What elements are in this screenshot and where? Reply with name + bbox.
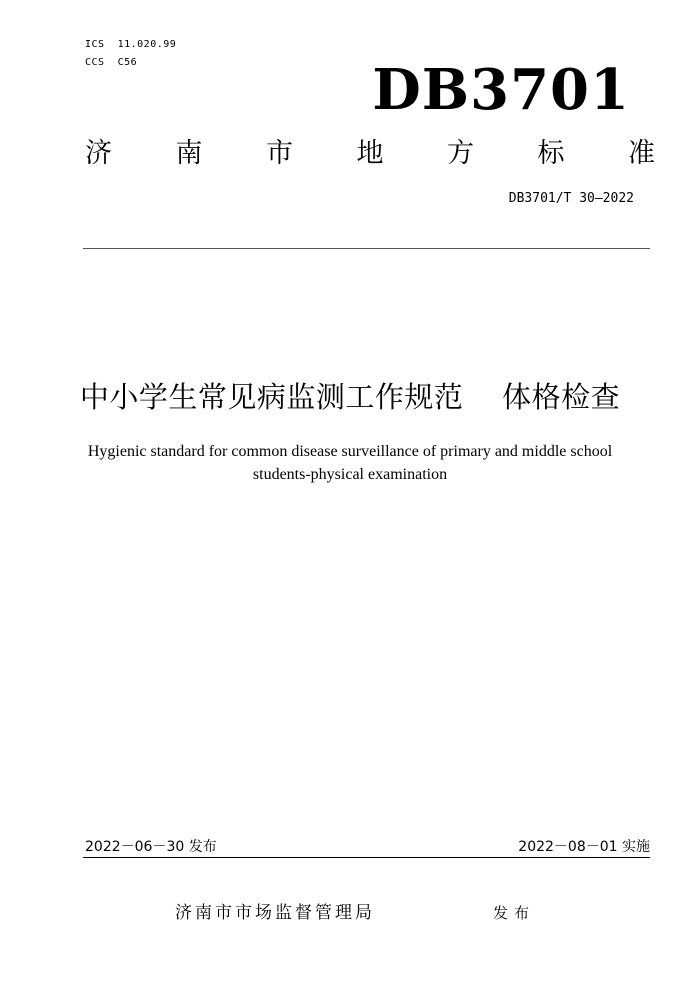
standard-type-heading — [85, 138, 655, 170]
local-standard-code: DB3701 — [372, 57, 630, 123]
heading-char: 市 — [266, 138, 293, 169]
title-english-line: students-physical examination — [252, 466, 448, 483]
header-divider — [83, 248, 650, 249]
title-english — [60, 440, 640, 486]
publish-label: 发布 — [493, 904, 536, 922]
heading-char: 南 — [175, 138, 203, 169]
implementation-date: 2022－08－01 实施 — [518, 839, 650, 855]
heading-char: 标 — [537, 138, 565, 169]
issuing-authority: 济南市市场监督管理局 — [175, 903, 375, 923]
ccs-code: CCS C56 — [85, 57, 138, 68]
heading-char: 准 — [628, 138, 655, 169]
heading-char: 地 — [356, 138, 384, 169]
standard-number: DB3701/T 30—2022 — [508, 191, 634, 206]
title-english-line: Hygienic standard for common disease surveillance of primary and middle school — [87, 443, 613, 460]
issue-date: 2022－06－30 发布 — [85, 839, 217, 855]
footer-divider — [83, 857, 650, 858]
ics-code: ICS 11.020.99 — [85, 39, 177, 50]
heading-char: 方 — [447, 138, 474, 169]
title-chinese: 中小学生常见病监测工作规范 体格检查 — [79, 380, 621, 414]
heading-char: 济 — [85, 138, 112, 169]
classification-codes — [85, 36, 176, 72]
